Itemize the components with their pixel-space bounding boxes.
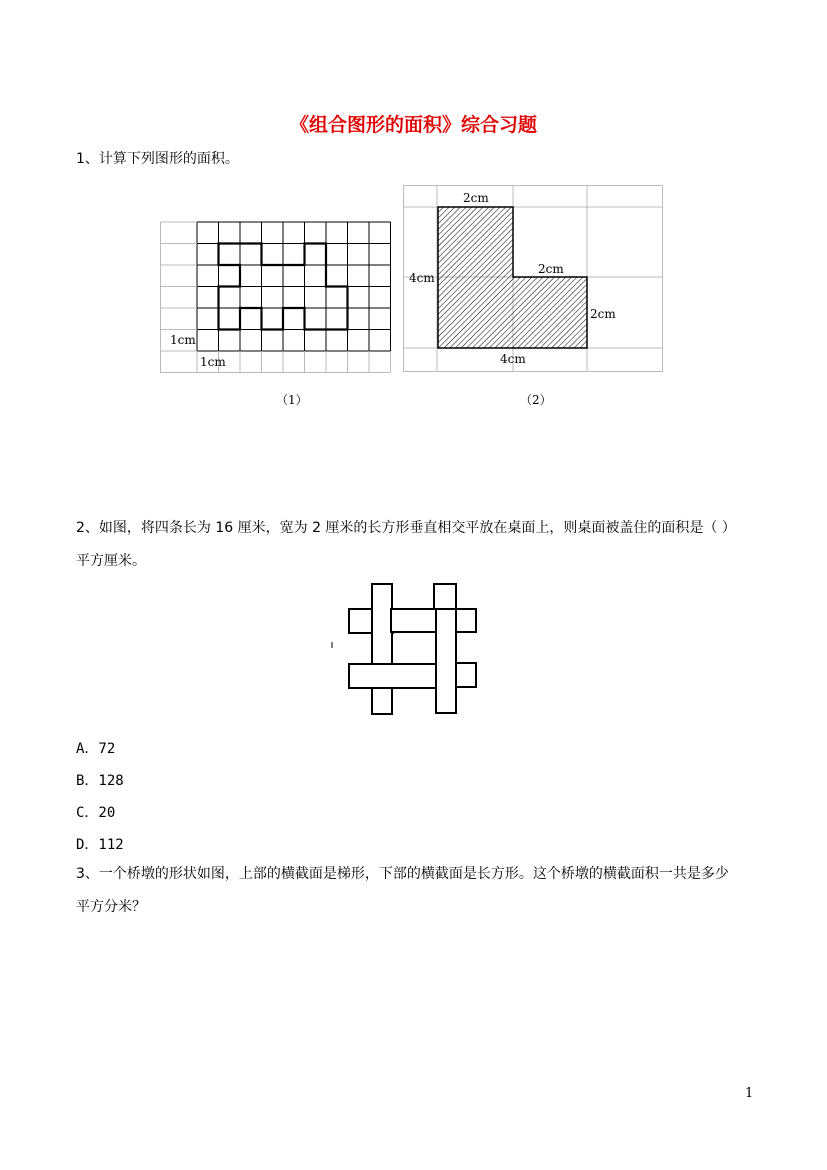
figure-1-label-horizontal: 1cm [200,355,226,369]
figure-2-label-top: 2cm [463,191,489,205]
page-title: 《组合图形的面积》综合习题 [289,114,537,136]
question-3-line-1: 3、一个桥墩的形状如图，上部的横截面是梯形，下部的横截面是长方形。这个桥墩的横截面积一共是多少 [76,866,729,882]
figure-2-label-mid: 2cm [538,262,564,276]
figure-1-label-vertical: 1cm [170,333,196,347]
option-c[interactable]: C．20 [76,805,116,821]
figure-1-caption: （1） [276,393,308,407]
option-b[interactable]: B．128 [76,773,124,789]
figure-1-grid [160,221,395,373]
figure-2-label-left: 4cm [409,271,435,285]
figure-2-lshape [403,185,663,372]
figure-2-label-bottom: 4cm [500,352,526,366]
option-d[interactable]: D．112 [76,837,124,853]
question-2-line-2: 平方厘米。 [76,553,146,569]
page-number: 1 [745,1086,754,1101]
figure-2-label-right: 2cm [590,307,616,321]
question-3-line-2: 平方分米？ [76,899,146,915]
figure-2-caption: （2） [520,393,552,407]
figure-3-interlaced-strips [328,582,488,716]
question-1-text: 1、计算下列图形的面积。 [76,151,239,167]
option-a[interactable]: A．72 [76,741,116,757]
question-2-line-1: 2、如图，将四条长为 16 厘米，宽为 2 厘米的长方形垂直相交平放在桌面上，则桌面被盖住的面积是（ ） [76,520,736,536]
